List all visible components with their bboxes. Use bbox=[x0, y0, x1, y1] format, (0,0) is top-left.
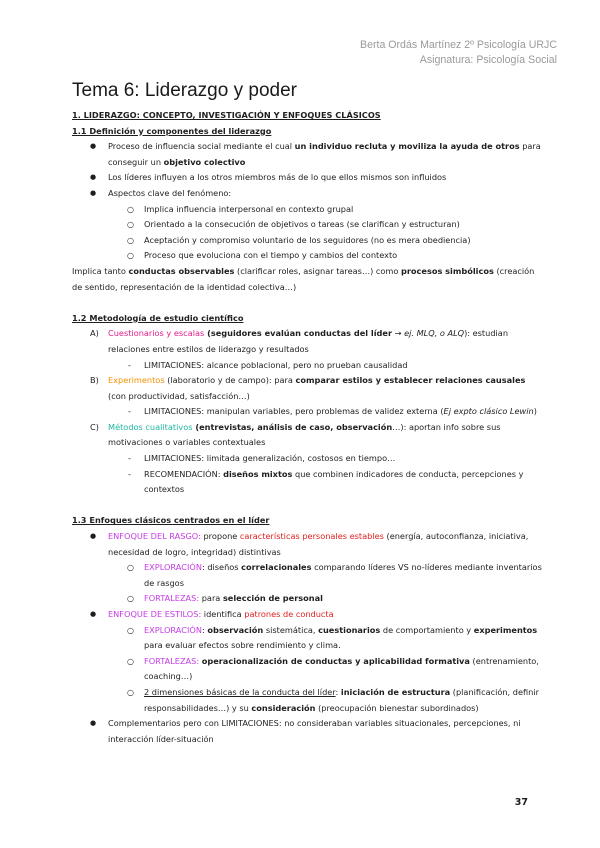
approach-estilos: ● ENFOQUE DE ESTILOS: identifica patrones de conducta bbox=[72, 607, 542, 623]
sub-bullet-item: ○ Proceso que evoluciona con el tiempo y cambios del contexto bbox=[72, 248, 542, 264]
sub-bullet-item: ○ EXPLORACIÓN: diseños correlacionales comparando líderes VS no-líderes mediante inventarios de rasgos bbox=[72, 560, 542, 591]
limitation-item: - LIMITACIONES: manipulan variables, pero problemas de validez externa (Ej expto clásico Lewin) bbox=[72, 404, 542, 420]
bullet-item: ● Los líderes influyen a los otros miembros más de lo que ellos mismos son influidos bbox=[72, 170, 542, 186]
page-title: Tema 6: Liderazgo y poder bbox=[72, 80, 297, 101]
method-item-a: A) Cuestionarios y escalas (seguidores evalúan conductas del líder → ej. MLQ, o ALQ): estudian relaciones entre estilos de liderazgo y resultados bbox=[90, 328, 509, 354]
subsection-heading-1-3: 1.3 Enfoques clásicos centrados en el líder bbox=[72, 515, 270, 526]
header-subject: Asignatura: Psicología Social bbox=[419, 54, 557, 66]
sub-bullet-item: ○ Orientado a la consecución de objetivos o tareas (se clarifican y estructuran) bbox=[72, 217, 542, 233]
approach-rasgo: ● ENFOQUE DEL RASGO: propone características personales estables (energía, autoconfianza, iniciativa, necesidad de logro, integridad) distintivas bbox=[72, 529, 542, 560]
subsection-heading-1-2: 1.2 Metodología de estudio científico bbox=[72, 312, 244, 323]
approaches-list bbox=[72, 529, 542, 747]
sub-bullet-item: ○ FORTALEZAS: para selección de personal bbox=[72, 591, 542, 607]
sub-bullet-item: ○ EXPLORACIÓN: observación sistemática, cuestionarios de comportamiento y experimentos para evaluar efectos sobre rendimiento y clima. bbox=[72, 623, 542, 654]
paragraph-implica: Implica tanto conductas observables (clarificar roles, asignar tareas…) como procesos simbólicos (creación de sentido, representación de la identidad colectiva…) bbox=[72, 265, 535, 292]
sub-bullet-item: ○ Implica influencia interpersonal en contexto grupal bbox=[72, 202, 542, 218]
sub-bullet-item: ○ Aceptación y compromiso voluntario de los seguidores (no es mera obediencia) bbox=[72, 233, 542, 249]
bullet-item: ● Proceso de influencia social mediante el cual un individuo recluta y moviliza la ayuda de otros para conseguir un objetivo colectivo bbox=[72, 139, 542, 170]
sub-bullet-item: ○ FORTALEZAS: operacionalización de conductas y aplicabilidad formativa (entrenamiento, coaching…) bbox=[72, 654, 542, 685]
page-header bbox=[360, 38, 557, 68]
subsection-heading-1-1: 1.1 Definición y componentes del liderazgo bbox=[72, 125, 272, 136]
method-item-c: C) Métodos cualitativos (entrevistas, análisis de caso, observación…): aportan info sobre sus motivaciones o variables contextuales bbox=[90, 421, 501, 448]
limitation-item: - LIMITACIONES: alcance poblacional, pero no prueban causalidad bbox=[72, 358, 542, 374]
bullet-item: ● Complementarios pero con LIMITACIONES: no consideraban variables situacionales, percepciones, ni interacción líder-situación bbox=[72, 716, 542, 747]
method-item-b: B) Experimentos (laboratorio y de campo): para comparar estilos y establecer relaciones causales (con productividad, satisfacción…) bbox=[90, 375, 526, 401]
recommendation-item: - RECOMENDACIÓN: diseños mixtos que combinen indicadores de conducta, percepciones y contextos bbox=[72, 467, 542, 498]
limitation-item: - LIMITACIONES: limitada generalización, costosos en tiempo… bbox=[72, 451, 542, 467]
header-author: Berta Ordás Martínez 2º Psicología URJC bbox=[360, 39, 557, 51]
section-heading: 1. LIDERAZGO: CONCEPTO, INVESTIGACIÓN Y ENFOQUES CLÁSICOS bbox=[72, 110, 381, 120]
bullet-item: ● Aspectos clave del fenómeno: bbox=[72, 186, 542, 202]
sub-bullet-item: ○ 2 dimensiones básicas de la conducta del líder: iniciación de estructura (planificación, definir responsabilidades…) y su consideración (preocupación bienestar subordinados) bbox=[72, 685, 542, 716]
document-body bbox=[72, 108, 542, 747]
definition-list bbox=[72, 139, 542, 264]
page-number: 37 bbox=[514, 797, 528, 808]
